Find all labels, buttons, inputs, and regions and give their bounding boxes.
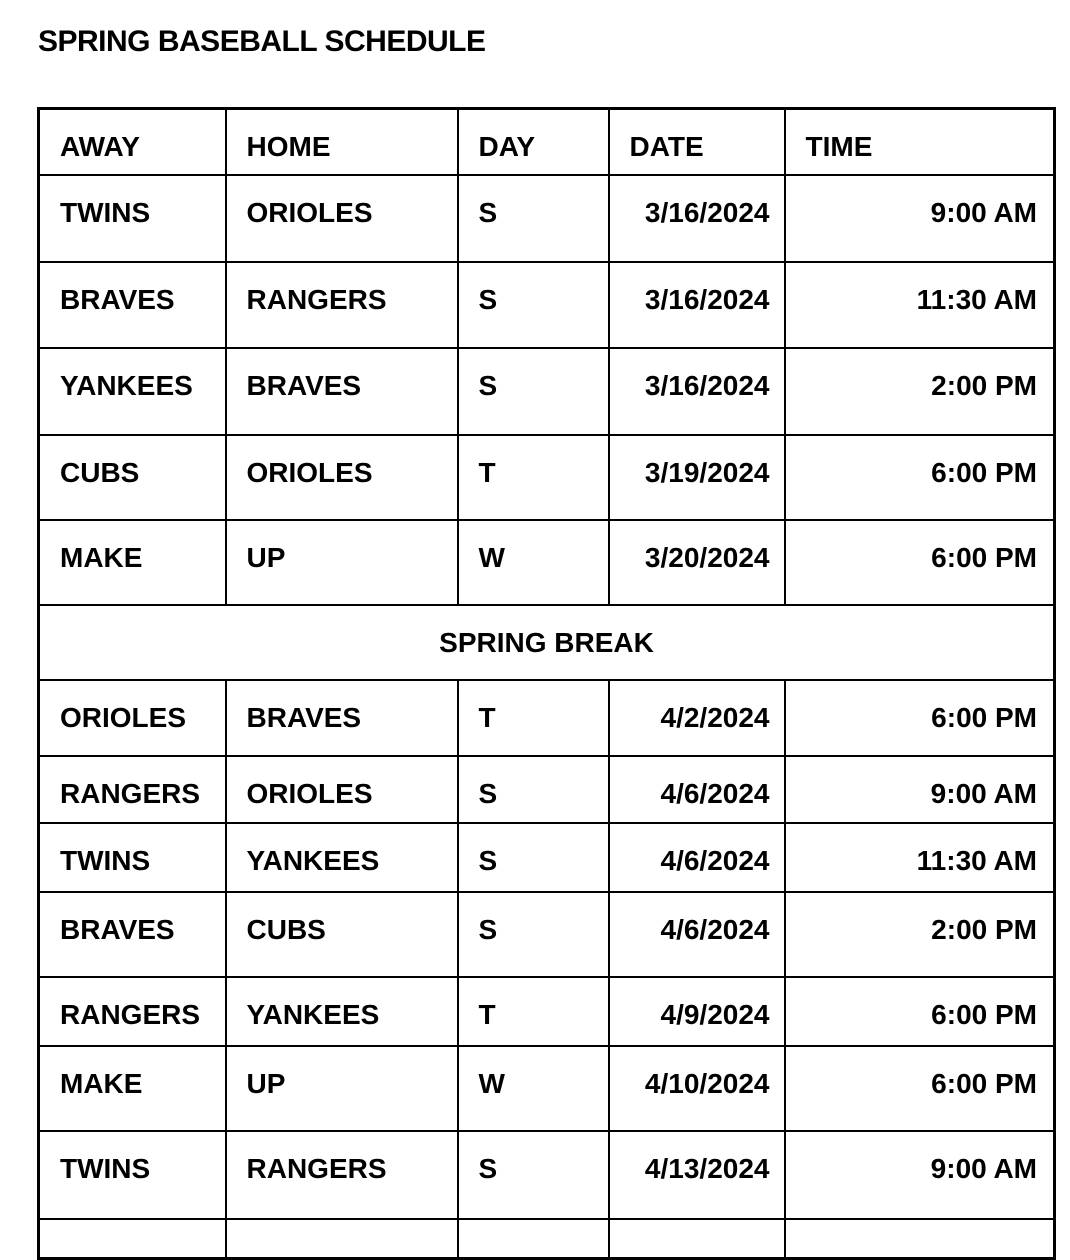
game-row — [39, 348, 1055, 435]
cell-away: TWINS — [39, 1131, 226, 1219]
cell-date: 4/10/2024 — [609, 1046, 785, 1131]
cell-date: 4/6/2024 — [609, 823, 785, 892]
cell-date: 3/16/2024 — [609, 348, 785, 435]
cell-away: YANKEES — [39, 348, 226, 435]
cell-away: RANGERS — [39, 977, 226, 1046]
cell-date: 4/2/2024 — [609, 680, 785, 756]
cell-home: BRAVES — [226, 680, 458, 756]
empty-cell-day — [458, 1219, 609, 1259]
header-cell-time: TIME — [785, 109, 1055, 175]
cell-date: 4/9/2024 — [609, 977, 785, 1046]
cell-time: 11:30 AM — [785, 262, 1055, 348]
cell-away: TWINS — [39, 175, 226, 262]
cell-day: S — [458, 756, 609, 823]
cell-home: UP — [226, 520, 458, 605]
cell-time: 6:00 PM — [785, 977, 1055, 1046]
cell-home: BRAVES — [226, 348, 458, 435]
header-cell-day: DAY — [458, 109, 609, 175]
cell-home: RANGERS — [226, 1131, 458, 1219]
game-row — [39, 1046, 1055, 1131]
cell-date: 3/16/2024 — [609, 262, 785, 348]
cell-day: T — [458, 680, 609, 756]
cell-day: S — [458, 1131, 609, 1219]
cell-day: W — [458, 1046, 609, 1131]
cell-day: S — [458, 348, 609, 435]
empty-cell-time — [785, 1219, 1055, 1259]
cell-day: S — [458, 175, 609, 262]
cell-date: 4/13/2024 — [609, 1131, 785, 1219]
cell-day: S — [458, 262, 609, 348]
game-row — [39, 1131, 1055, 1219]
cell-away: ORIOLES — [39, 680, 226, 756]
cell-away: BRAVES — [39, 262, 226, 348]
cell-date: 3/16/2024 — [609, 175, 785, 262]
cell-time: 11:30 AM — [785, 823, 1055, 892]
cell-time: 6:00 PM — [785, 435, 1055, 520]
cell-away: MAKE — [39, 1046, 226, 1131]
cell-day: S — [458, 892, 609, 977]
cell-away: MAKE — [39, 520, 226, 605]
game-row — [39, 262, 1055, 348]
game-row — [39, 756, 1055, 823]
cell-away: CUBS — [39, 435, 226, 520]
cell-day: T — [458, 977, 609, 1046]
cell-home: ORIOLES — [226, 756, 458, 823]
game-row — [39, 175, 1055, 262]
cell-home: CUBS — [226, 892, 458, 977]
header-cell-home: HOME — [226, 109, 458, 175]
cell-away: RANGERS — [39, 756, 226, 823]
empty-cell-date — [609, 1219, 785, 1259]
cell-home: YANKEES — [226, 823, 458, 892]
game-row — [39, 680, 1055, 756]
game-row — [39, 977, 1055, 1046]
cell-time: 2:00 PM — [785, 892, 1055, 977]
cell-day: S — [458, 823, 609, 892]
cell-time: 6:00 PM — [785, 1046, 1055, 1131]
page-title: SPRING BASEBALL SCHEDULE — [38, 25, 486, 58]
cell-day: W — [458, 520, 609, 605]
header-cell-away: AWAY — [39, 109, 226, 175]
cell-home: RANGERS — [226, 262, 458, 348]
section-break-row — [39, 605, 1055, 680]
cell-home: YANKEES — [226, 977, 458, 1046]
cell-time: 2:00 PM — [785, 348, 1055, 435]
cell-date: 4/6/2024 — [609, 892, 785, 977]
game-row — [39, 892, 1055, 977]
cell-time: 9:00 AM — [785, 756, 1055, 823]
schedule-table — [37, 107, 1056, 1260]
cell-away: TWINS — [39, 823, 226, 892]
cell-time: 6:00 PM — [785, 680, 1055, 756]
section-break-label: SPRING BREAK — [39, 605, 1055, 680]
game-row — [39, 520, 1055, 605]
cell-home: ORIOLES — [226, 175, 458, 262]
cell-date: 4/6/2024 — [609, 756, 785, 823]
game-row — [39, 435, 1055, 520]
empty-cell-away — [39, 1219, 226, 1259]
empty-cell-home — [226, 1219, 458, 1259]
cell-time: 9:00 AM — [785, 1131, 1055, 1219]
cell-date: 3/19/2024 — [609, 435, 785, 520]
empty-partial-row — [39, 1219, 1055, 1259]
header-row — [39, 109, 1055, 175]
cell-away: BRAVES — [39, 892, 226, 977]
cell-home: ORIOLES — [226, 435, 458, 520]
cell-time: 6:00 PM — [785, 520, 1055, 605]
cell-time: 9:00 AM — [785, 175, 1055, 262]
game-row — [39, 823, 1055, 892]
cell-day: T — [458, 435, 609, 520]
header-cell-date: DATE — [609, 109, 785, 175]
cell-home: UP — [226, 1046, 458, 1131]
cell-date: 3/20/2024 — [609, 520, 785, 605]
